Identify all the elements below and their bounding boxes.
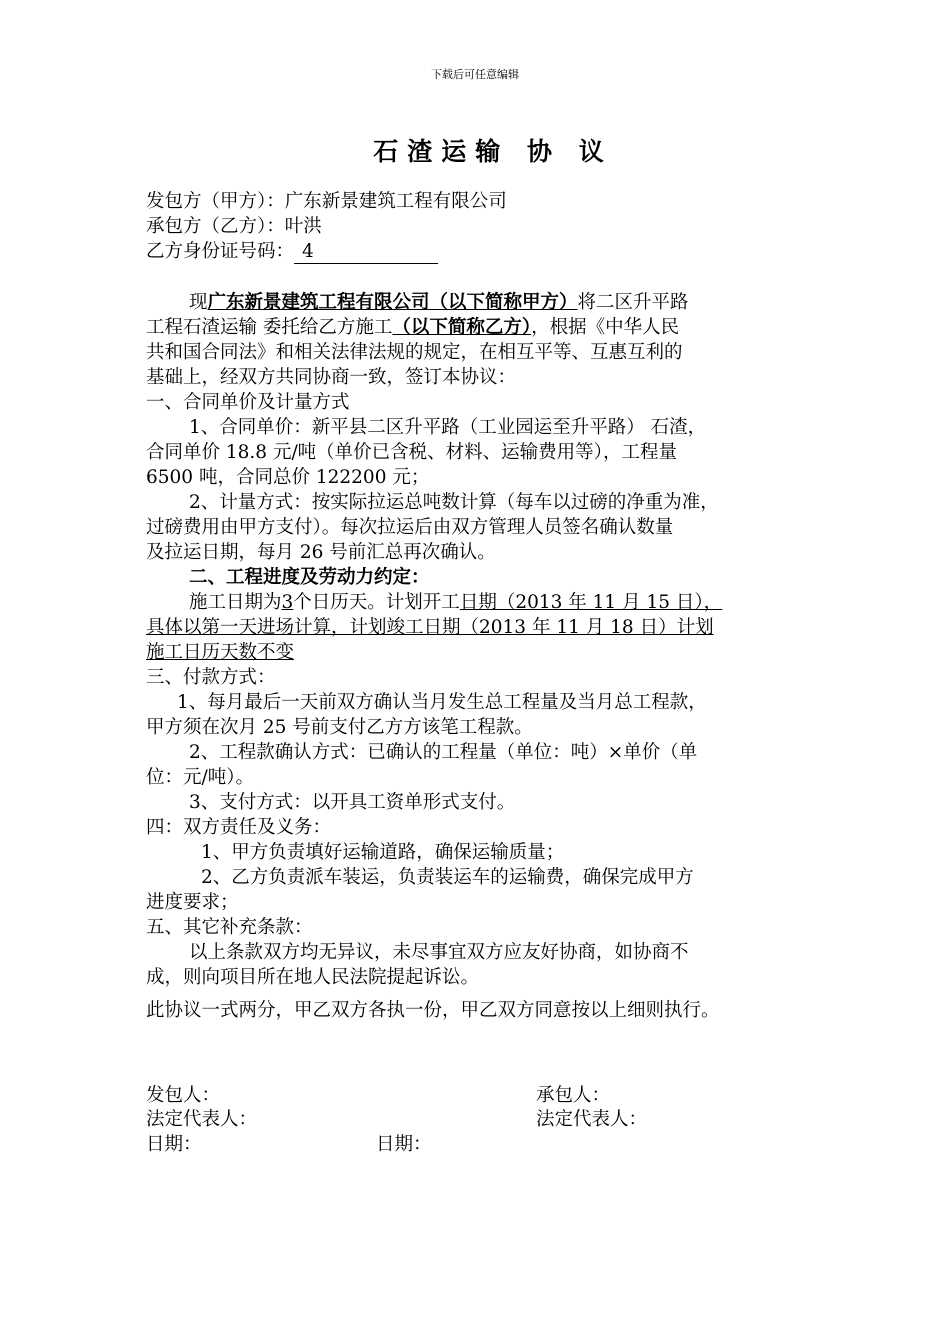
s5-p1-line-2: 成，则向项目所在地人民法院提起诉讼。 <box>146 967 480 988</box>
s4-p1: 1、甲方负责填好运输道路，确保运输质量； <box>201 842 565 863</box>
sign-issuer-label: 发包人： <box>146 1085 221 1106</box>
s2-days-value: 3 <box>281 592 294 613</box>
sign-issuer-rep-label: 法定代表人： <box>146 1109 258 1130</box>
intro-line-3: 共和国合同法》和相关法律法规的规定，在相互平等、互惠互利的 <box>146 342 683 363</box>
id-label: 乙方身份证号码： <box>146 241 295 262</box>
id-line <box>146 240 438 264</box>
intro-party-b-alias: （以下简称乙方） <box>392 317 532 338</box>
id-value: 4 <box>294 241 438 264</box>
s3-p2-line-1: 2、工程款确认方式：已确认的工程量（单位：吨）×单价（单 <box>189 742 698 763</box>
s2-line-3: 施工日历天数不变 <box>146 642 295 663</box>
sign-contractor-label: 承包人： <box>536 1085 611 1106</box>
party-b-line: 承包方（乙方）：叶洪 <box>146 216 322 237</box>
s4-p2-line-2: 进度要求； <box>146 892 239 913</box>
intro-rest: 将二区升平路 <box>577 292 689 313</box>
intro-line-4: 基础上，经双方共同协商一致，签订本协议： <box>146 367 517 388</box>
intro-line-2 <box>146 316 679 340</box>
closing-statement: 此协议一式两分，甲乙双方各执一份，甲乙双方同意按以上细则执行。 <box>146 1000 720 1021</box>
s1-p1-line-2: 合同单价 18.8 元/吨（单价已含税、材料、运输费用等），工程量 <box>146 442 677 463</box>
s3-p1-line-2: 甲方须在次月 25 号前支付乙方方该笔工程款。 <box>146 717 533 738</box>
sign-issuer-date-label: 日期： <box>146 1134 202 1155</box>
s2-text: 个日历天。计划开工 <box>293 592 460 613</box>
s2-text: 施工日期为 <box>189 592 282 613</box>
intro-text: ，根据《中华人民 <box>531 317 680 338</box>
section-1-heading: 一、合同单价及计量方式 <box>146 392 350 413</box>
party-a-line: 发包方（甲方）：广东新景建筑工程有限公司 <box>146 191 507 212</box>
intro-text: 工程石渣运输 委托给乙方施工 <box>146 317 393 338</box>
s1-p1-line-1: 1、合同单价：新平县二区升平路（工业园运至升平路） 石渣， <box>189 417 707 438</box>
section-4-heading: 四：双方责任及义务： <box>146 817 332 838</box>
s4-p2-line-1: 2、乙方负责派车装运，负责装运车的运输费，确保完成甲方 <box>201 867 694 888</box>
section-2-heading: 二、工程进度及劳动力约定： <box>189 567 430 588</box>
section-3-heading: 三、付款方式： <box>146 667 276 688</box>
s2-line-1 <box>146 591 722 615</box>
sign-contractor-date-label: 日期： <box>376 1134 432 1155</box>
s2-start-date: 日期（2013 年 11 月 15 日）， <box>459 592 723 613</box>
sign-contractor-rep-label: 法定代表人： <box>536 1109 648 1130</box>
header-note: 下载后可任意编辑 <box>431 68 519 81</box>
s3-p2-line-2: 位：元/吨）。 <box>146 767 254 788</box>
s3-p1-line-1: 1、每月最后一天前双方确认当月发生总工程量及当月总工程款， <box>177 692 707 713</box>
s2-line-2: 具体以第一天进场计算，计划竣工日期（2013 年 11 月 18 日）计划 <box>146 617 714 638</box>
s1-p1-line-3: 6500 吨，合同总价 122200 元； <box>146 467 430 488</box>
s1-p2-line-2: 过磅费用由甲方支付）。每次拉运后由双方管理人员签名确认数量 <box>146 517 674 538</box>
section-5-heading: 五、其它补充条款： <box>146 917 313 938</box>
s1-p2-line-3: 及拉运日期，每月 26 号前汇总再次确认。 <box>146 542 496 563</box>
s3-p3: 3、支付方式：以开具工资单形式支付。 <box>189 792 516 813</box>
document-title: 石渣运输 协 议 <box>373 137 613 166</box>
intro-lead: 现 <box>189 292 208 313</box>
s5-p1-line-1: 以上条款双方均无异议，未尽事宜双方应友好协商，如协商不 <box>189 942 689 963</box>
intro-line-1 <box>146 291 689 315</box>
s1-p2-line-1: 2、计量方式：按实际拉运总吨数计算（每车以过磅的净重为准， <box>189 492 719 513</box>
intro-company: 广东新景建筑工程有限公司（以下简称甲方） <box>207 292 578 313</box>
